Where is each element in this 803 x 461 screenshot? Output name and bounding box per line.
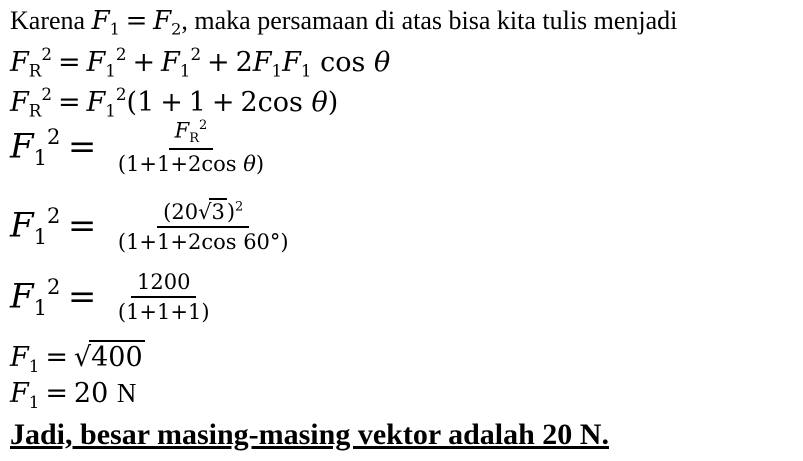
equation-resultant-factored: $F_R^2 = F_1^2(1 + 1 + 2\cos$ θ) xyxy=(10,84,339,121)
equation-result: $F_1 = 20$ N xyxy=(10,378,137,412)
equation-solve-f1-squared xyxy=(10,118,270,176)
intro-sentence xyxy=(10,6,677,39)
fraction-lhs: $F_1^2$ = xyxy=(10,123,97,171)
fraction-denominator: (1+1+2cos θ) xyxy=(117,152,265,176)
fraction-lhs: $F_1^2$ = xyxy=(10,202,97,250)
fraction-numerator: 1200 xyxy=(131,270,196,298)
fraction-denominator: (1+1+2cos 60°) xyxy=(117,230,289,254)
fraction-numerator: $F_R^2$ xyxy=(169,118,214,150)
fraction xyxy=(112,198,295,254)
intro-equation: $F_1 = F_2$ xyxy=(91,6,182,39)
fraction xyxy=(112,270,216,324)
equation-substitute-values xyxy=(10,198,295,254)
fraction-lhs: $F_1^2$ = xyxy=(10,273,97,321)
equation-square-root: $F_1 = √400$ xyxy=(10,342,143,376)
fraction-numerator: $(20√3)^2$ xyxy=(157,198,249,228)
equation-simplified xyxy=(10,270,216,324)
fraction-denominator: (1+1+1) xyxy=(117,300,210,324)
conclusion-text: Jadi, besar masing-masing vektor adalah 20 N. xyxy=(10,418,609,451)
equation-resultant-expanded: $F_R^2 = F_1^2 + F_1^2 + 2F_1F_1$ cos θ xyxy=(10,44,391,81)
intro-suffix: , maka persamaan di atas bisa kita tulis menjadi xyxy=(181,6,678,35)
fraction xyxy=(112,118,270,176)
intro-prefix: Karena xyxy=(10,6,92,35)
